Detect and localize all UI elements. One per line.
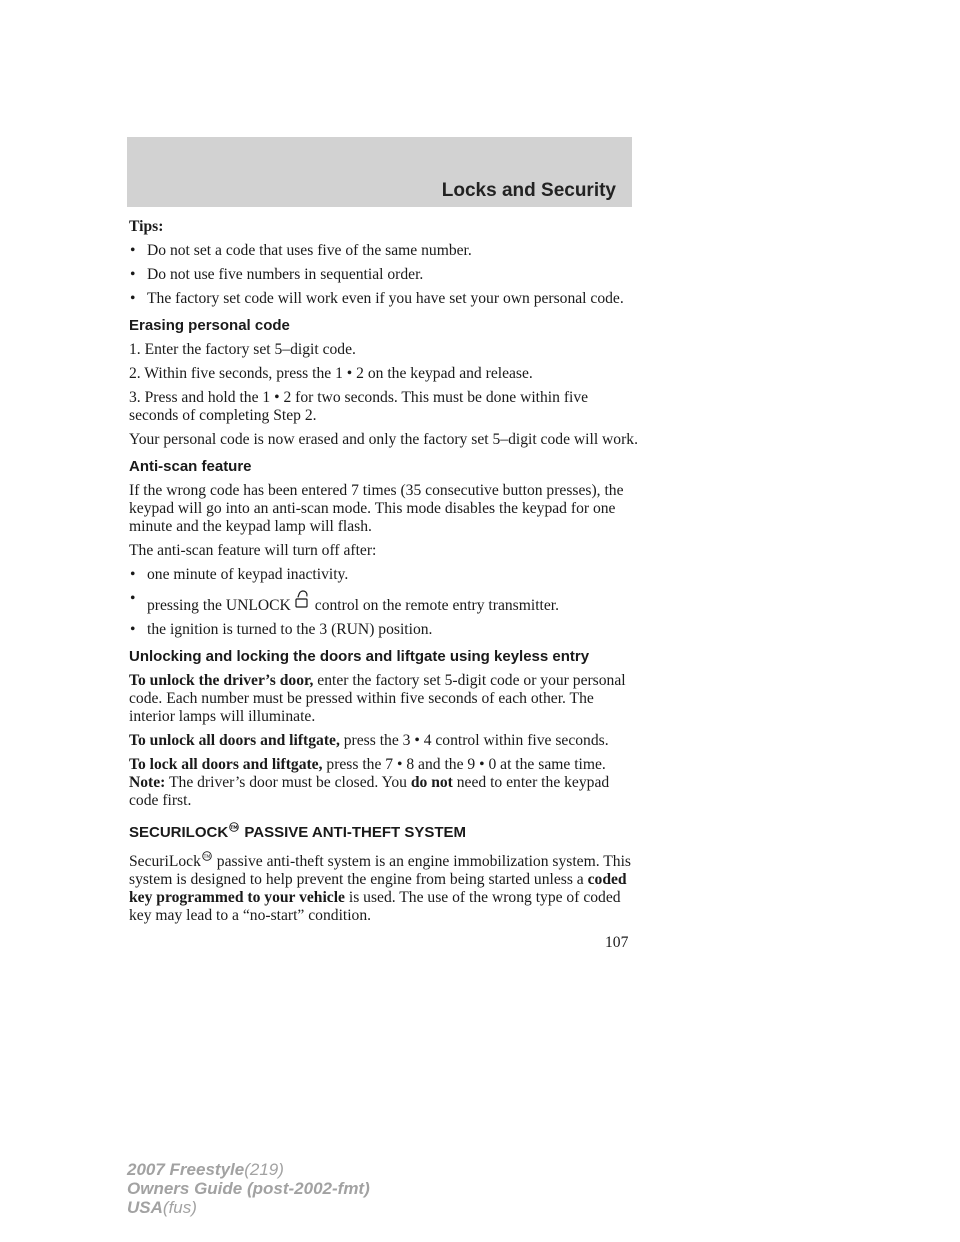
page-number: 107 [605,934,629,951]
footer-market: USA [127,1198,163,1217]
antiscan-intro: The anti-scan feature will turn off after: [129,542,377,559]
securilock-heading [129,819,639,842]
keyless-text: enter the factory set 5-digit code or your personal code. Each number must be pressed within five seconds of each other. The interior lamps will illuminate. [129,672,626,725]
section-header-band [127,137,632,207]
erasing-result: Your personal code is now erased and only the factory set 5–digit code will work. [129,431,638,448]
securilock-heading-text: SECURILOCK [129,824,229,841]
keyless-paragraph [129,672,639,726]
erasing-step: 3. Press and hold the 1 • 2 for two seconds. This must be done within five seconds of completing Step 2. [129,389,589,424]
footer-line [127,1160,370,1179]
keyless-text: The driver’s door must be closed. You [165,774,411,791]
keyless-label: To unlock the driver’s door, [129,672,314,689]
keyless-paragraph [129,732,639,750]
document-footer [127,1160,370,1217]
svg-text:TM: TM [203,854,211,860]
footer-market-code: (fus) [162,1198,197,1217]
tip-item: • Do not set a code that uses five of the same number. [129,242,639,260]
erasing-heading: Erasing personal code [129,317,290,334]
footer-line [127,1198,370,1217]
trademark-icon [229,819,239,829]
note-label: Note: [129,774,166,791]
footer-guide: Owners Guide (post-2002-fmt) [127,1179,370,1198]
securilock-text: is used. The use of the wrong type of coded key may lead to a “no-start” condition. [129,889,621,924]
securilock-heading-text: PASSIVE ANTI-THEFT SYSTEM [240,824,467,841]
keyless-emphasis: do not [410,774,453,791]
keyless-paragraph [129,756,639,810]
keyless-text: press the 7 • 8 and the 9 • 0 at the same time. [322,756,606,773]
keyless-text: press the 3 • 4 control within five seconds. [339,732,609,749]
keyless-heading: Unlocking and locking the doors and liftgate using keyless entry [129,648,590,665]
antiscan-bullet: • the ignition is turned to the 3 (RUN) position. [129,621,639,639]
page-content [129,218,639,931]
erasing-step: 2. Within five seconds, press the 1 • 2 on the keypad and release. [129,365,533,382]
trademark-icon [202,848,212,858]
erasing-step: 1. Enter the factory set 5–digit code. [129,341,356,358]
antiscan-bullet-text: pressing the UNLOCK [147,597,291,614]
tip-item: • Do not use five numbers in sequential order. [129,266,639,284]
tip-item: • The factory set code will work even if you have set your own personal code. [129,290,639,308]
svg-text:TM: TM [230,825,238,831]
keyless-label: To lock all doors and liftgate, [129,756,323,773]
footer-code: (219) [244,1160,284,1179]
antiscan-bullet: • one minute of keypad inactivity. [129,566,639,584]
tips-label: Tips: [129,218,164,235]
footer-model: 2007 Freestyle [127,1160,245,1179]
section-title: Locks and Security [441,180,616,201]
antiscan-paragraph: If the wrong code has been entered 7 times (35 consecutive button presses), the keypad will go into an anti-scan mode. This mode disables the keypad for one minute and the keypad lamp will flash. [129,482,624,535]
keyless-label: To unlock all doors and liftgate, [129,732,340,749]
securilock-text: passive anti-theft system is an engine immobilization system. This system is designed to help prevent the engine from being started unless a [129,853,631,888]
securilock-text: SecuriLock [129,853,201,870]
securilock-paragraph [129,848,639,925]
antiscan-heading: Anti-scan feature [129,458,252,475]
antiscan-bullet [129,590,639,615]
unlock-icon [293,590,311,608]
antiscan-bullet-text: control on the remote entry transmitter. [314,597,560,614]
securilock-emphasis: coded key programmed to your vehicle [129,871,627,906]
keyless-text: need to enter the keypad code first. [129,774,610,809]
